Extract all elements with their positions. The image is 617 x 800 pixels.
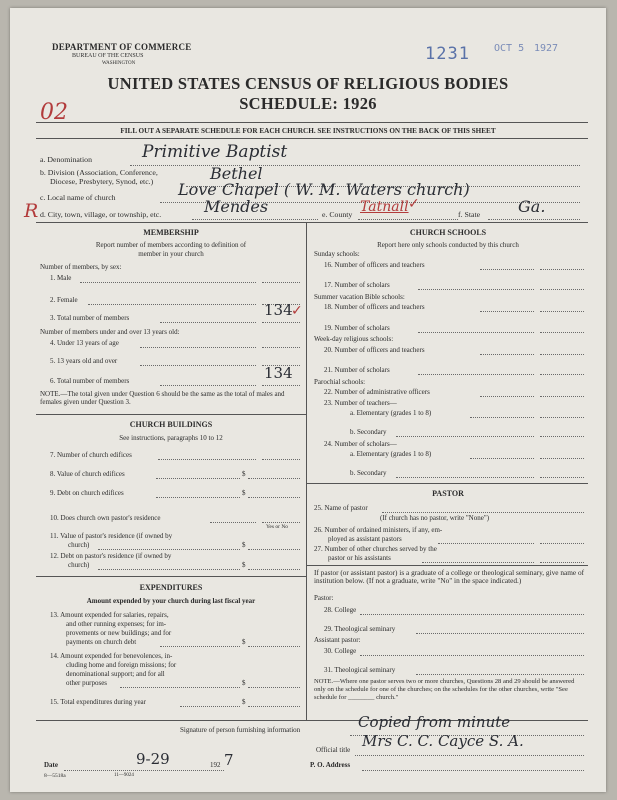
q23a-label: a. Elementary (grades 1 to 8) bbox=[350, 409, 432, 417]
church-name-label: c. Local name of church bbox=[40, 193, 116, 202]
q8-answer-line bbox=[248, 478, 300, 479]
q30-line bbox=[360, 655, 584, 656]
q24a-label: a. Elementary (grades 1 to 8) bbox=[350, 450, 432, 458]
q8-label: 8. Value of church edifices bbox=[50, 470, 125, 478]
q27-answer-line bbox=[540, 562, 584, 563]
q9-label: 9. Debt on church edifices bbox=[50, 489, 124, 497]
expenditures-sub: Amount expended by your church during last fiscal year bbox=[86, 597, 256, 605]
po-address-label: P. O. Address bbox=[310, 761, 351, 769]
graduate-note: If pastor (or assistant pastor) is a graduate of a college or theological seminary, give name of institution below. (If not a graduate, write "No" in the space indicated.) bbox=[314, 568, 585, 586]
q1-leader bbox=[80, 282, 256, 283]
q24b-answer-line bbox=[540, 477, 584, 478]
q23a-leader bbox=[470, 417, 534, 418]
census-schedule-sheet bbox=[10, 8, 606, 792]
q13-line-2: and other running expenses; for im- bbox=[66, 620, 167, 628]
q29-line bbox=[416, 633, 584, 634]
document-title: UNITED STATES CENSUS OF RELIGIOUS BODIES bbox=[107, 74, 509, 93]
q6-total-label: 6. Total number of members bbox=[50, 377, 130, 385]
header-divider bbox=[36, 122, 588, 123]
q21-label: 21. Number of scholars bbox=[324, 366, 390, 374]
q8-dollar: $ bbox=[242, 470, 246, 478]
sunday-schools-label: Sunday schools: bbox=[314, 250, 360, 258]
county-line bbox=[358, 219, 458, 220]
q4-answer-line bbox=[262, 347, 300, 348]
q22-leader bbox=[480, 396, 534, 397]
q30-label: 30. College bbox=[324, 647, 357, 655]
pastor-divider bbox=[306, 483, 588, 484]
q21-answer-line bbox=[540, 374, 584, 375]
q20-label: 20. Number of officers and teachers bbox=[324, 346, 425, 354]
q5-leader bbox=[140, 365, 256, 366]
q14-leader bbox=[120, 687, 240, 688]
q13-line-1: 13. Amount expended for salaries, repairs, bbox=[50, 611, 169, 619]
q29-label: 29. Theological seminary bbox=[324, 625, 396, 633]
q26-line-1: 26. Number of ordained ministers, if any, em- bbox=[314, 526, 443, 534]
q17-leader bbox=[418, 289, 534, 290]
division-label-2: Diocese, Presbytery, Synod, etc.) bbox=[50, 177, 154, 186]
buildings-sub: See instructions, paragraphs 10 to 12 bbox=[119, 434, 223, 442]
q18-label: 18. Number of officers and teachers bbox=[324, 303, 425, 311]
q9-answer-line bbox=[248, 497, 300, 498]
county-label: e. County bbox=[322, 210, 353, 219]
q12-leader bbox=[98, 569, 240, 570]
q13-leader bbox=[160, 646, 240, 647]
state-line bbox=[488, 219, 580, 220]
q25-hint: (If church has no pastor, write "None") bbox=[380, 514, 490, 522]
official-title-line bbox=[355, 755, 584, 756]
q14-line-1: 14. Amount expended for benevolences, in- bbox=[50, 652, 173, 660]
section-divider-top bbox=[36, 222, 588, 223]
q15-answer-line bbox=[248, 706, 300, 707]
q6-leader bbox=[160, 385, 256, 386]
q24b-label: b. Secondary bbox=[350, 469, 387, 477]
pastor-heading: PASTOR bbox=[432, 489, 464, 498]
q31-label: 31. Theological seminary bbox=[324, 666, 396, 674]
signature-label: Signature of person furnishing information bbox=[180, 726, 301, 734]
q26-answer-line bbox=[540, 543, 584, 544]
form-code: 11—9024 bbox=[114, 773, 134, 778]
division-value: Bethel bbox=[210, 164, 263, 183]
denomination-value: Primitive Baptist bbox=[142, 142, 288, 162]
q19-label: 19. Number of scholars bbox=[324, 324, 390, 332]
q18-leader bbox=[480, 311, 534, 312]
q12-label-2: church) bbox=[68, 561, 90, 569]
q27-leader bbox=[422, 562, 534, 563]
q11-label: 11. Value of pastor's residence (if owned by bbox=[50, 532, 173, 540]
q28-label: 28. College bbox=[324, 606, 357, 614]
department-name: DEPARTMENT OF COMMERCE bbox=[52, 42, 192, 52]
q3-total-label: 3. Total number of members bbox=[50, 314, 130, 322]
q24a-leader bbox=[470, 458, 534, 459]
q21-leader bbox=[418, 374, 534, 375]
q10-label: 10. Does church own pastor's residence bbox=[50, 514, 161, 522]
yes-no-hint: Yes or No bbox=[266, 524, 289, 530]
received-stamp-number: 1231 bbox=[425, 44, 470, 64]
q14-dollar: $ bbox=[242, 679, 246, 687]
official-title-value: Mrs C. C. Cayce S. A. bbox=[362, 732, 524, 750]
city-value: Mendes bbox=[204, 197, 269, 216]
red-check-q3-icon: ✓ bbox=[291, 303, 303, 319]
q8-leader bbox=[156, 478, 240, 479]
grad-divider bbox=[306, 565, 588, 566]
q11-dollar: $ bbox=[242, 541, 246, 549]
q16-leader bbox=[480, 269, 534, 270]
q10-leader bbox=[210, 522, 256, 523]
q3-answer-line bbox=[262, 322, 300, 323]
q20-answer-line bbox=[540, 354, 584, 355]
q6-total-value: 134 bbox=[264, 364, 293, 382]
q23b-answer-line bbox=[540, 436, 584, 437]
expenditures-heading: EXPENDITURES bbox=[139, 583, 203, 592]
q11-answer-line bbox=[248, 549, 300, 550]
q16-answer-line bbox=[540, 269, 584, 270]
q7-label: 7. Number of church edifices bbox=[50, 451, 132, 459]
received-stamp-year: 1927 bbox=[534, 43, 559, 54]
q23b-label: b. Secondary bbox=[350, 428, 387, 436]
q13-dollar: $ bbox=[242, 638, 246, 646]
red-margin-mark: R bbox=[24, 200, 39, 222]
q15-dollar: $ bbox=[242, 698, 246, 706]
denomination-line bbox=[130, 165, 580, 166]
parochial-schools-label: Parochial schools: bbox=[314, 378, 366, 386]
q14-line-2: cluding home and foreign missions; for bbox=[66, 661, 177, 669]
q25-line bbox=[382, 512, 584, 513]
q18-answer-line bbox=[540, 311, 584, 312]
q19-leader bbox=[418, 332, 534, 333]
q23b-leader bbox=[396, 436, 534, 437]
q24b-leader bbox=[396, 477, 534, 478]
q4-leader bbox=[140, 347, 256, 348]
q10-answer-line bbox=[262, 522, 300, 523]
denomination-label: a. Denomination bbox=[40, 155, 92, 164]
q28-line bbox=[360, 614, 584, 615]
expenditures-divider bbox=[36, 576, 306, 577]
q2-female-label: 2. Female bbox=[50, 296, 78, 304]
members-by-sex-label: Number of members, by sex: bbox=[40, 263, 122, 271]
assistant-pastor-label: Assistant pastor: bbox=[314, 636, 361, 644]
red-check-icon: ✓ bbox=[408, 196, 420, 212]
q19-answer-line bbox=[540, 332, 584, 333]
q13-line-4: payments on church debt bbox=[66, 638, 137, 646]
q22-answer-line bbox=[540, 396, 584, 397]
instruction-line: FILL OUT A SEPARATE SCHEDULE FOR EACH CHURCH. SEE INSTRUCTIONS ON THE BACK OF THIS SHEET bbox=[120, 127, 496, 135]
q14-line-4: other purposes bbox=[66, 679, 108, 687]
q22-label: 22. Number of administrative officers bbox=[324, 388, 430, 396]
q12-answer-line bbox=[248, 569, 300, 570]
q17-label: 17. Number of scholars bbox=[324, 281, 390, 289]
q1-answer-line bbox=[262, 282, 300, 283]
membership-intro: Report number of members according to definition of bbox=[95, 241, 247, 249]
signature-value: Copied from minute bbox=[358, 713, 511, 731]
po-address-line bbox=[362, 770, 584, 771]
q11-label-2: church) bbox=[68, 541, 90, 549]
weekday-schools-label: Week-day religious schools: bbox=[314, 335, 394, 343]
q2-leader bbox=[88, 304, 256, 305]
q23a-answer-line bbox=[540, 417, 584, 418]
q7-answer-line bbox=[262, 459, 300, 460]
city-line bbox=[192, 219, 318, 220]
q14-answer-line bbox=[248, 687, 300, 688]
q7-leader bbox=[158, 459, 256, 460]
division-label: b. Division (Association, Conference, bbox=[40, 168, 158, 177]
date-label: Date bbox=[44, 761, 58, 769]
red-handwritten-code: 02 bbox=[40, 100, 68, 125]
bureau-name: BUREAU OF THE CENSUS bbox=[72, 53, 144, 59]
q26-leader bbox=[438, 543, 534, 544]
q9-dollar: $ bbox=[242, 489, 246, 497]
schools-heading: CHURCH SCHOOLS bbox=[409, 228, 487, 237]
form-number: 8—5518a bbox=[44, 773, 66, 779]
membership-intro-2: member in your church bbox=[138, 250, 204, 258]
q20-leader bbox=[480, 354, 534, 355]
church-name-value: Love Chapel ( W. M. Waters church) bbox=[178, 180, 470, 199]
instruction-divider bbox=[36, 138, 588, 139]
q1-male-label: 1. Male bbox=[50, 274, 72, 282]
q15-leader bbox=[180, 706, 240, 707]
q23-label: 23. Number of teachers— bbox=[324, 399, 397, 407]
q17-answer-line bbox=[540, 289, 584, 290]
county-value: Tatnall bbox=[360, 199, 409, 215]
q27-line-2: pastor or his assistants bbox=[328, 554, 391, 562]
state-value: Ga. bbox=[518, 197, 546, 216]
q16-label: 16. Number of officers and teachers bbox=[324, 261, 425, 269]
membership-heading: MEMBERSHIP bbox=[143, 228, 199, 237]
buildings-divider bbox=[36, 414, 306, 415]
q15-label: 15. Total expenditures during year bbox=[50, 698, 146, 706]
membership-note: NOTE.—The total given under Question 6 should be the same as the total of males and females given under Question 3. bbox=[40, 390, 285, 407]
schools-sub: Report here only schools conducted by this church bbox=[377, 241, 519, 249]
year-prefix: 192 bbox=[210, 761, 221, 769]
official-title-label: Official title bbox=[316, 746, 351, 754]
year-value: 7 bbox=[224, 751, 234, 769]
q3-leader bbox=[160, 322, 256, 323]
received-stamp-date: OCT 5 bbox=[494, 43, 525, 54]
q3-total-value: 134 bbox=[264, 301, 293, 319]
pastor-sub-label: Pastor: bbox=[314, 594, 334, 602]
q24-label: 24. Number of scholars— bbox=[324, 440, 397, 448]
state-label: f. State bbox=[458, 210, 481, 219]
q27-line-1: 27. Number of other churches served by the bbox=[314, 545, 437, 553]
q4-under13-label: 4. Under 13 years of age bbox=[50, 339, 119, 347]
vacation-schools-label: Summer vacation Bible schools: bbox=[314, 293, 405, 301]
column-divider bbox=[306, 222, 307, 720]
bureau-city: WASHINGTON bbox=[102, 61, 136, 66]
city-label: d. City, town, village, or township, etc. bbox=[40, 210, 162, 219]
date-value: 9-29 bbox=[136, 750, 170, 768]
document-subtitle: SCHEDULE: 1926 bbox=[239, 94, 377, 113]
buildings-heading: CHURCH BUILDINGS bbox=[129, 420, 213, 429]
q6-answer-line bbox=[262, 385, 300, 386]
q12-dollar: $ bbox=[242, 561, 246, 569]
q24a-answer-line bbox=[540, 458, 584, 459]
q31-line bbox=[416, 674, 584, 675]
age-intro-label: Number of members under and over 13 years old: bbox=[40, 328, 180, 336]
q9-leader bbox=[156, 497, 240, 498]
date-line bbox=[64, 770, 224, 771]
q12-label: 12. Debt on pastor's residence (if owned by bbox=[50, 552, 172, 560]
q5-over13-label: 5. 13 years old and over bbox=[50, 357, 118, 365]
q11-leader bbox=[98, 549, 240, 550]
q14-line-3: denominational support; and for all bbox=[66, 670, 165, 678]
q25-label: 25. Name of pastor bbox=[314, 504, 368, 512]
q13-answer-line bbox=[248, 646, 300, 647]
pastor-note: NOTE.—Where one pastor serves two or more churches, Questions 28 and 29 should be answered only on the schedule for one of the churches; on the schedules for the other churches, write "See schedule for ________ church." bbox=[314, 678, 575, 701]
q13-line-3: provements or new buildings; and for bbox=[66, 629, 172, 637]
q26-line-2: ployed as assistant pastors bbox=[328, 535, 402, 543]
